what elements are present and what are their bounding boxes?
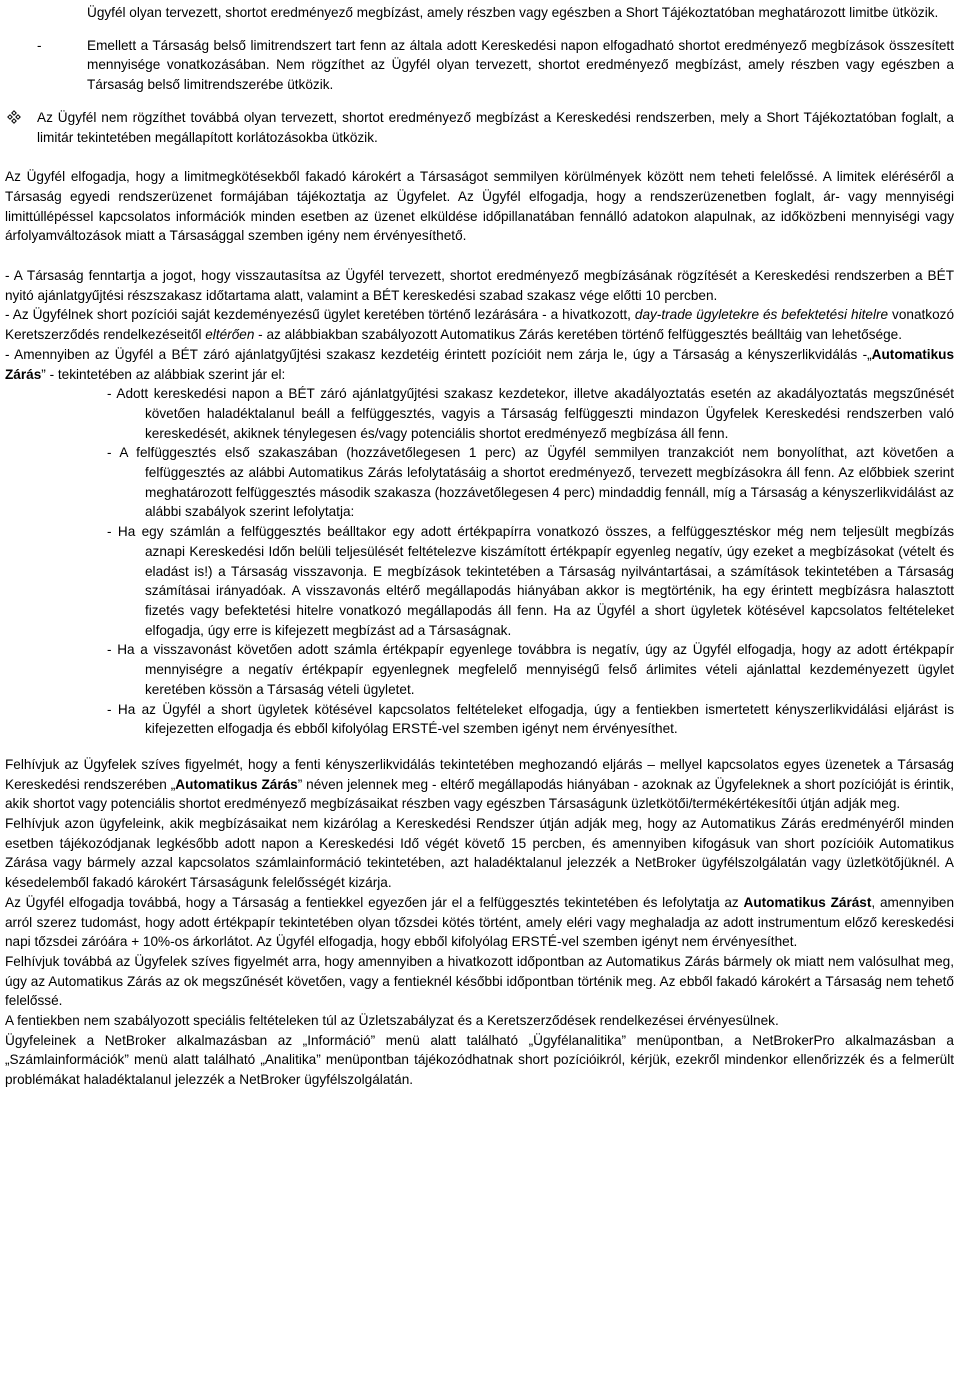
- list-item-suspension-start: - Adott kereskedési napon a BÉT záró ajánlatgyűjtési szakasz kezdetekor, illetve akadályoztatás esetén az akadályoztatás megszűnését követően haladéktalanul beáll a felfüggesztés, vagyis a Társaság felfüggeszti mindazon Ügyfelek Kereskedési rendszerben való kereskedését, akiknek ténylegesen és/vagy potenciális shortot eredményező megbízása áll fenn.: [107, 386, 954, 441]
- paragraph-reject-right: - A Társaság fenntartja a jogot, hogy visszautasítsa az Ügyfél tervezett, shortot eredményező megbízásának rögzítését a Kereskedési rendszerben a BÉT nyitó ajánlatgyűjtési részszakasz időtartama alatt, valamint a BÉT kereskedési szabad szakasz vége előtti 10 percben.: [5, 268, 954, 303]
- list-item-suspension-phases: - A felfüggesztés első szakaszában (hozzávetőlegesen 1 perc) az Ügyfél semmilyen tranzakciót nem bonyolíthat, azt követően a felfüggesztés az alábbi Automatikus Zárás lefolytatásáig a shortot eredményező, tervezett megbízásokra áll fenn. Az előbbiek szerint meghatározott felfüggesztés második szakasza (hozzávetőlegesen 4 perc) mindaddig fennáll, míg a Társaság a kényszerlikvidálást az alábbi szabályok szerint lefolytatja:: [107, 445, 954, 520]
- paragraph-limit-price: Az Ügyfél nem rögzíthet továbbá olyan tervezett, shortot eredményező megbízást a Kereskedési rendszerben, mely a Short Tájékoztatóban foglalt, a limitár tekintetében megállapított korlátozásokba ütközik.: [5, 108, 954, 147]
- paragraph-short-limit: Ügyfél olyan tervezett, shortot eredményező megbízást, amely részben vagy egészben a Short Tájékoztatóban meghatározott limitbe ütközik.: [87, 5, 939, 20]
- paragraph-forced-liquidation: - Amennyiben az Ügyfél a BÉT záró ajánlatgyűjtési szakasz kezdetéig érintett pozícióit nem zárja le, úgy a Társaság a kényszerlikvidálás -„Automatikus Zárás” - tekintetében az alábbiak szerint jár el:: [5, 346, 954, 382]
- list-item-after-withdrawal: - Ha a visszavonást követően adott számla értékpapír egyenlege továbbra is negatív, úgy az Ügyfél elfogadja, hogy az adott értékpapír mennyiségre a negatív értékpapír egyenlegnek megfelelő mennyiségű felső árlimites vételi ajánlattal kezdeményezett ügylet keretében kössön a Társaság vételi ügyletet.: [107, 642, 954, 697]
- paragraph-general-terms: A fentiekben nem szabályozott speciális feltételeken túl az Üzletszabályzat és a Keretszerződések rendelkezései érvényesülnek.: [5, 1013, 779, 1029]
- list-item-acceptance: - Ha az Ügyfél a short ügyletek kötésével kapcsolatos feltételeket elfogadja, úgy a fentiekben ismertetett kényszerlikvidálási eljárást is kifejezetten elfogadja és ebből kifolyólag ERSTÉ-vel szemben igényt nem érvényesíthet.: [107, 701, 954, 737]
- paragraph-inform-result: Felhívjuk azon ügyfeleink, akik megbízásaikat nem kizárólag a Kereskedési Rendszer útján adják meg, hogy az Automatikus Zárás eredményéről minden esetben tájékozódjanak legkésőbb adott napon a Kereskedési Idő végét követő 15 percben, és amennyiben kifogásuk van short pozícióik Automatikus Zárása vagy bármely azzal kapcsolatos számlainformáció tekintetében, azt haladéktalanul jelezzék a NetBroker ügyfélszolgálatán vagy üzletkötőjüknél. A késedelemből fakadó károkért Társaságunk felelősségét kizárja.: [5, 816, 954, 891]
- paragraph-liability: Az Ügyfél elfogadja, hogy a limitmegkötésekből fakadó károkért a Társaságot semmilyen körülmények között nem teheti felelőssé. A limitek eléréséről a Társaság egyedi rendszerüzenet formájában tájékoztatja az Ügyfelet. Az Ügyfél elfogadja, hogy a rendszerüzenetben foglalt, ár- vagy mennyiségi limittúllépéssel kapcsolatos információk minden esetben az üzenet elküldése időpillanatában fennálló adatokon alapulnak, az időközbeni mennyiségi vagy árfolyamváltozások miatt a Társasággal szemben igény nem érvényesíthető.: [5, 169, 954, 244]
- paragraph-delay: Felhívjuk továbbá az Ügyfelek szíves figyelmét arra, hogy amennyiben a hivatkozott időpontban az Automatikus Zárás bármely ok miatt nem valósulhat meg, úgy az Automatikus Zárás az ok megszűnését követően, vagy a fentieknél későbbi időpontban történik meg. Az ebből fakadó károkért a Társaság nem tehető felelőssé.: [5, 953, 954, 1009]
- paragraph-close-positions: - Az Ügyfélnek short pozíciói saját kezdeményezésű ügylet keretében történő lezárására - a hivatkozott, day-trade ügyletekre és befektetési hitelre vonatkozó Keretszerződés rendelkezéseitől eltérően - az alábbiakban szabályozott Automatikus Zárás keretében történő felfüggesztés beálltáig van lehetősége.: [5, 307, 955, 343]
- paragraph-analytics-menu: Ügyfeleinek a NetBroker alkalmazásban az „Információ” menü alatt található „Ügyfélanalitika” menüpontban, a NetBrokerPro alkalmazásban a „Számlainformációk” menü alatt található „Analitika” menüpontban tájékozódhatnak short pozícióikról, kérjük, ezekről mindenkor ellenőrizzék és a felmerült problémákat haladéktalanul jelezzék a NetBroker ügyfélszolgálatán.: [5, 1032, 954, 1088]
- list-item-negative-balance: - Ha egy számlán a felfüggesztés beálltakor egy adott értékpapírra vonatkozó összes, a felfüggesztéskor még nem teljesült megbízás aznapi Kereskedési Időn belüli teljesülését feltételezve kiszámított értékpapír egyenleg negatív, úgy ezeket a megbízásokat (vételt és eladást is!) a Társaság visszavonja. E megbízások tekintetében a Társaság nyilvántartásai, a számítások tekintetében a Társaság számításai irányadóak. A visszavonás eltérő megállapodás hiányában akkor is megtörténik, ha egy érintett megbízásra halasztott fizetés vagy befektetési hitelre vonatkozó megállapodás áll fenn. Ha az Ügyfél a short ügyletek kötésével kapcsolatos feltételeket elfogadja, úgy erre is kifejezett megbízást ad a Társaságnak.: [107, 524, 954, 638]
- paragraph-attention-clients: Felhívjuk az Ügyfelek szíves figyelmét, hogy a fenti kényszerlikvidálás tekintetében meghozandó eljárás – mellyel kapcsolatos egyes üzenetek a Társaság Kereskedési rendszerében „Automatikus Zárás” néven jelennek meg - eltérő megállapodás hiányában - azoknak az Ügyfeleknek a short pozícióját is érintik, akik shortot vagy potenciális shortot eredményező megbízásaikat részben vagy egészben Társaságunk üzletkötői/termékértékesítői útján adják meg.: [5, 756, 954, 812]
- paragraph-price-limit-trigger: Az Ügyfél elfogadja továbbá, hogy a Társaság a fentiekkel egyezően jár el a felfüggesztés tekintetében és lefolytatja az Automatikus Zárást, amennyiben arról szerez tudomást, hogy adott értékpapír tekintetében olyan tőzsdei kötés történt, amely eléri vagy meghaladja az adott instrumentum előző kereskedési napi tőzsdei záróára + 10%-os árkorlátot. Az Ügyfél elfogadja, hogy ebből kifolyólag ERSTÉ-vel szemben igényt nem érvényesíthet.: [5, 894, 955, 950]
- diamond-bullet-icon: [7, 108, 27, 128]
- dash-marker: -: [37, 37, 42, 53]
- paragraph-internal-limit: - Emellett a Társaság belső limitrendszert tart fenn az általa adott Kereskedési napon elfogadható shortot eredményező megbízások összesített mennyisége vonatkozásában. Nem rögzíthet az Ügyfél olyan tervezett, shortot eredményező megbízást, amely részben vagy egészben a Társaság belső limitrendszerébe ütközik.: [37, 37, 954, 93]
